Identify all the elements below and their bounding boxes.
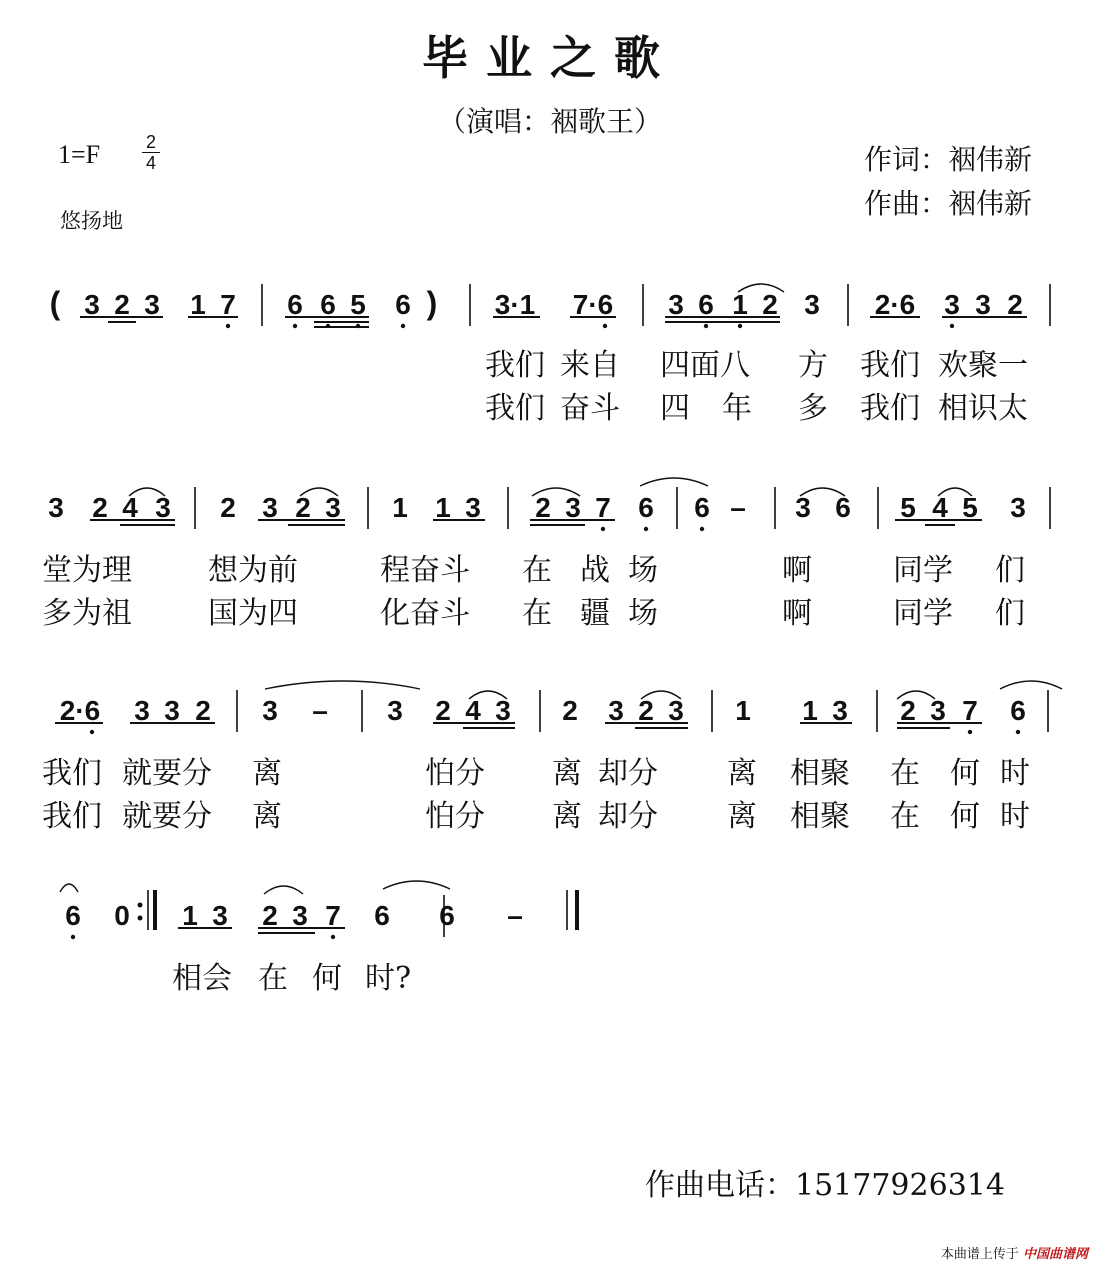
- note-3-0: 6: [65, 900, 81, 931]
- lyric-l2-v1-0: 堂为理: [42, 553, 132, 588]
- tempo-marking: 悠扬地: [60, 209, 123, 233]
- lyric-l2-v2-7: 同学: [893, 596, 953, 631]
- lyric-l3-v2-0: 我们: [42, 799, 102, 834]
- tie-3-0: [60, 884, 78, 892]
- note-2-9: 3: [495, 695, 511, 726]
- note-2-1: 3: [134, 695, 150, 726]
- lyric-l3-v1-0: 我们: [42, 756, 102, 791]
- lyric-l3-v1-2: 离: [252, 756, 282, 791]
- note-1-17: 3: [795, 492, 811, 523]
- lyric-l1-v1-2: 四面八: [660, 348, 750, 383]
- octave-dot-0-14: [704, 324, 708, 328]
- octave-dot-3-6: [331, 935, 335, 939]
- lyric-l3-v1-7: 相聚: [790, 756, 850, 791]
- note-0-16: 2: [762, 289, 778, 320]
- lyric-l2-v1-4: 战: [580, 553, 610, 588]
- note-1-1: 2: [92, 492, 108, 523]
- upload-footer: [941, 1243, 1088, 1262]
- lyric-l3-v1-6: 离: [727, 756, 757, 791]
- tie-3-2: [383, 881, 450, 889]
- note-2-18: 3: [930, 695, 946, 726]
- note-2-11: 3: [608, 695, 624, 726]
- note-1-0: 3: [48, 492, 64, 523]
- octave-dot-0-15: [738, 324, 742, 328]
- note-0-11: 3·1: [494, 289, 536, 320]
- note-1-2: 4: [122, 492, 138, 523]
- lyric-l2-v2-0: 多为祖: [42, 596, 132, 631]
- note-2-7: 2: [435, 695, 451, 726]
- note-1-6: 2: [295, 492, 311, 523]
- lyric-l3-v2-5: 却分: [598, 799, 658, 834]
- lyric-l4-v1-0: 相会: [172, 961, 232, 996]
- note-1-10: 3: [465, 492, 481, 523]
- lyric-l2-v1-1: 想为前: [208, 553, 298, 588]
- composer-credit: 作曲：裀伟新: [863, 187, 1032, 220]
- lyric-l1-v2-2: 四: [660, 391, 690, 426]
- note-2-0: 2·6: [59, 695, 101, 726]
- octave-dot-2-0: [90, 730, 94, 734]
- lyric-l3-v1-10: 时: [1000, 756, 1030, 791]
- lyric-l1-v2-3: 年: [722, 391, 752, 426]
- lyric-l4-v1-1: 在: [258, 961, 288, 996]
- note-2-17: 2: [900, 695, 916, 726]
- lyric-l1-v2-4: 多: [798, 391, 828, 426]
- repeat-dot-lower: [138, 916, 143, 921]
- octave-dot-1-14: [644, 527, 648, 531]
- note-1-7: 3: [325, 492, 341, 523]
- note-0-20: 3: [975, 289, 991, 320]
- octave-dot-1-15: [700, 527, 704, 531]
- tie-1-3: [640, 478, 708, 486]
- note-1-22: 3: [1010, 492, 1026, 523]
- lyric-l2-v1-7: 同学: [893, 553, 953, 588]
- lyric-l2-v2-4: 疆: [580, 596, 610, 631]
- octave-dot-3-0: [71, 935, 75, 939]
- note-2-10: 2: [562, 695, 578, 726]
- lyric-l1-v2-6: 相识太: [938, 391, 1028, 426]
- note-2-4: 3: [262, 695, 278, 726]
- note-3-6: 7: [325, 900, 341, 931]
- lyric-l3-v2-2: 离: [252, 799, 282, 834]
- composer-phone: 作曲电话：15177926314: [645, 1168, 1005, 1203]
- lyric-l1-v2-0: 我们: [485, 391, 545, 426]
- note-2-3: 2: [195, 695, 211, 726]
- octave-dot-0-9: [401, 324, 405, 328]
- note-0-13: 3: [668, 289, 684, 320]
- note-1-12: 3: [565, 492, 581, 523]
- lyric-l1-v2-1: 奋斗: [560, 391, 620, 426]
- lyric-l1-v1-3: 方: [798, 348, 828, 383]
- note-0-9: 6: [395, 289, 411, 320]
- lyric-l4-v1-3: 时?: [365, 961, 412, 996]
- lyric-l3-v1-9: 何: [950, 756, 980, 791]
- note-0-12: 7·6: [572, 289, 614, 320]
- lyric-l3-v2-6: 离: [727, 799, 757, 834]
- lyric-l2-v1-6: 啊: [782, 553, 812, 588]
- note-3-7: 6: [374, 900, 390, 931]
- lyric-l4-v1-2: 何: [312, 961, 342, 996]
- footer-text: 本曲谱上传于: [940, 1247, 1019, 1262]
- tie-2-4: [1000, 681, 1062, 689]
- note-1-21: 5: [962, 492, 978, 523]
- note-2-8: 4: [465, 695, 481, 726]
- octave-dot-0-6: [293, 324, 297, 328]
- note-1-3: 3: [155, 492, 171, 523]
- note-0-6: 6: [287, 289, 303, 320]
- lyric-l2-v1-8: 们: [995, 553, 1025, 588]
- note-0-0: (: [49, 285, 61, 321]
- time-signature-bottom: 4: [145, 153, 156, 173]
- lyric-l1-v1-5: 欢聚一: [938, 348, 1028, 383]
- note-0-10: ): [426, 285, 438, 321]
- octave-dot-1-13: [601, 527, 605, 531]
- lyric-l3-v2-9: 何: [950, 799, 980, 834]
- lyric-l3-v1-4: 离: [552, 756, 582, 791]
- lyric-l2-v2-5: 场: [628, 596, 658, 631]
- lyric-l1-v2-5: 我们: [860, 391, 920, 426]
- note-1-19: 5: [900, 492, 916, 523]
- lyric-l3-v2-8: 在: [890, 799, 920, 834]
- lyric-l2-v1-2: 程奋斗: [380, 553, 470, 588]
- lyricist-credit: 作词：裀伟新: [863, 143, 1032, 176]
- note-0-15: 1: [732, 289, 748, 320]
- lyric-l3-v1-8: 在: [890, 756, 920, 791]
- note-0-7: 6: [320, 289, 336, 320]
- note-2-13: 3: [668, 695, 684, 726]
- lyric-l1-v1-4: 我们: [860, 348, 920, 383]
- note-2-6: 3: [387, 695, 403, 726]
- note-2-19: 7: [962, 695, 978, 726]
- note-0-3: 3: [144, 289, 160, 320]
- note-0-14: 6: [698, 289, 714, 320]
- note-3-5: 3: [292, 900, 308, 931]
- note-1-13: 7: [595, 492, 611, 523]
- note-0-8: 5: [350, 289, 366, 320]
- octave-dot-2-20: [1016, 730, 1020, 734]
- note-2-16: 3: [832, 695, 848, 726]
- site-logo: 中国曲谱网: [1022, 1247, 1088, 1262]
- note-0-21: 2: [1007, 289, 1023, 320]
- lyric-l2-v2-8: 们: [995, 596, 1025, 631]
- note-1-4: 2: [220, 492, 236, 523]
- lyric-l3-v2-7: 相聚: [790, 799, 850, 834]
- note-2-5: –: [312, 695, 328, 726]
- song-title: 毕业之歌: [422, 31, 678, 85]
- note-0-17: 3: [804, 289, 820, 320]
- note-3-8: 6: [439, 900, 455, 931]
- note-0-2: 2: [114, 289, 130, 320]
- octave-dot-2-19: [968, 730, 972, 734]
- note-3-1: 0: [114, 900, 130, 931]
- lyric-l3-v2-4: 离: [552, 799, 582, 834]
- note-0-5: 7: [220, 289, 236, 320]
- lyric-l1-v1-0: 我们: [485, 348, 545, 383]
- tie-3-1: [264, 886, 303, 894]
- note-3-2: 1: [182, 900, 198, 931]
- note-1-20: 4: [932, 492, 948, 523]
- lyric-l3-v1-5: 却分: [598, 756, 658, 791]
- note-1-5: 3: [262, 492, 278, 523]
- note-2-14: 1: [735, 695, 751, 726]
- lyric-l3-v2-1: 就要分: [122, 799, 212, 834]
- lyric-l1-v1-1: 来自: [560, 348, 620, 383]
- time-signature-top: 2: [142, 132, 160, 153]
- note-2-12: 2: [638, 695, 654, 726]
- note-0-19: 3: [944, 289, 960, 320]
- note-0-4: 1: [190, 289, 206, 320]
- note-3-4: 2: [262, 900, 278, 931]
- note-0-18: 2·6: [874, 289, 916, 320]
- octave-dot-0-19: [950, 324, 954, 328]
- lyric-l2-v2-1: 国为四: [208, 596, 298, 631]
- note-3-3: 3: [212, 900, 228, 931]
- octave-dot-0-12: [603, 324, 607, 328]
- note-2-15: 1: [802, 695, 818, 726]
- lyric-l2-v1-5: 场: [628, 553, 658, 588]
- lyric-l3-v1-3: 怕分: [425, 756, 485, 791]
- lyric-l3-v1-1: 就要分: [122, 756, 212, 791]
- note-1-11: 2: [535, 492, 551, 523]
- note-1-8: 1: [392, 492, 408, 523]
- note-1-15: 6: [694, 492, 710, 523]
- note-1-18: 6: [835, 492, 851, 523]
- performer-credit: （演唱：裀歌王）: [437, 105, 662, 138]
- lyric-l3-v2-10: 时: [1000, 799, 1030, 834]
- key-signature: 1=F: [58, 140, 101, 169]
- note-3-9: –: [507, 900, 523, 931]
- note-2-2: 3: [164, 695, 180, 726]
- repeat-dot-upper: [138, 903, 143, 908]
- note-2-20: 6: [1010, 695, 1026, 726]
- lyric-l2-v2-3: 在: [522, 596, 552, 631]
- lyric-l2-v2-6: 啊: [782, 596, 812, 631]
- tie-2-0: [265, 681, 420, 689]
- lyric-l2-v1-3: 在: [522, 553, 552, 588]
- note-1-14: 6: [638, 492, 654, 523]
- note-0-1: 3: [84, 289, 100, 320]
- note-1-9: 1: [435, 492, 451, 523]
- note-1-16: –: [730, 492, 746, 523]
- octave-dot-0-5: [226, 324, 230, 328]
- lyric-l3-v2-3: 怕分: [425, 799, 485, 834]
- lyric-l2-v2-2: 化奋斗: [380, 596, 470, 631]
